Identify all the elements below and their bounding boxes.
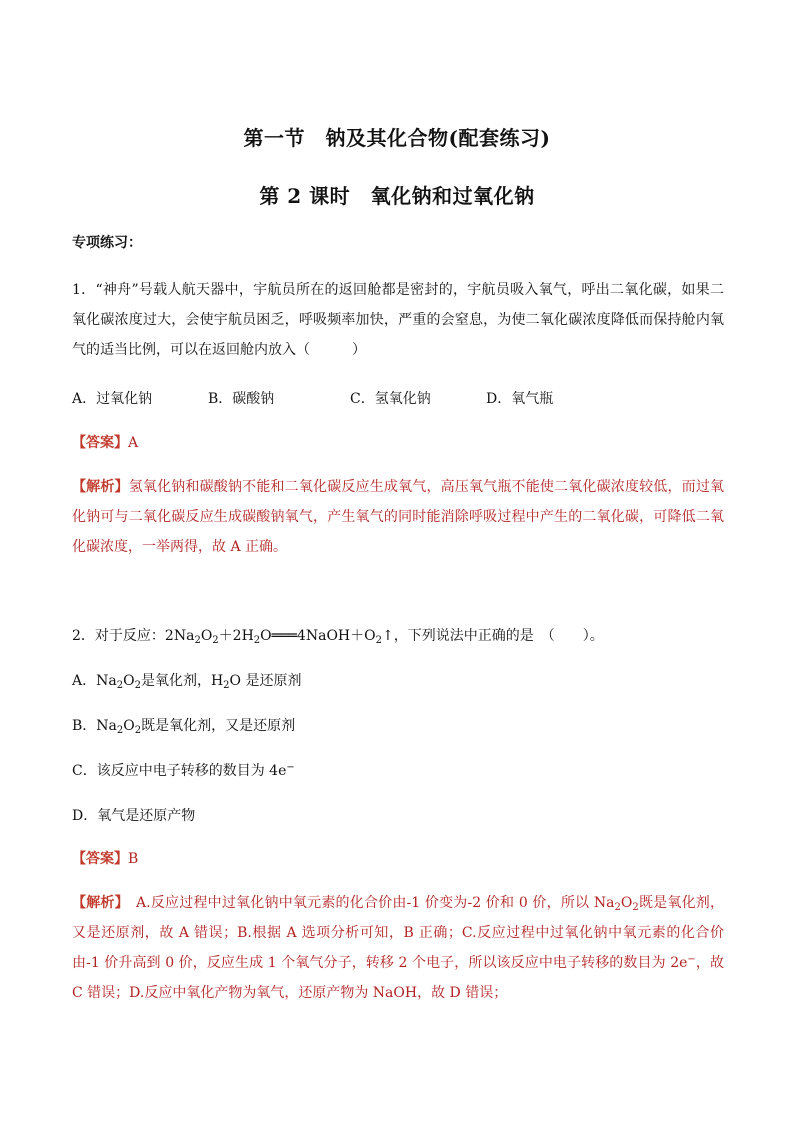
answer-value: A [128, 435, 139, 451]
question-2-option-a: A．$Na_2O_2$是氧化剂，$H_2O$ 是还原剂 [72, 673, 302, 691]
answer-tag: 【答案】 [72, 851, 128, 867]
question-1-option-a: A．过氧化钠 [72, 391, 153, 407]
answer-value: B [128, 851, 139, 867]
answer-tag: 【答案】 [72, 435, 128, 451]
analysis-tag: 【解析】 [72, 479, 129, 495]
question-2-option-b: B．$Na_2O_2$既是氧化剂，又是还原剂 [72, 718, 296, 736]
question-2-analysis: 【解析】 A.反应过程中过氧化钠中氧元素的化合价由-1 价变为-2 价和 0 价，所以 $Na_2O_2$既是氧化剂，又是还原剂，故 A 错误；B.根据 A 选项分析可知，B 正确；C.反应过程中过氧化钠中氧元素的化合价由-1 价升高到 0 价，反应生成 1 个氧气分子，转移 2 个电子，所以该反应中电子转移的数目为 2e−，故 C 错误；D.反应中氧化产物为氧气，还原产物为 NaOH，故 D 错误； [72, 895, 725, 1001]
question-1-analysis [72, 472, 724, 562]
section-label: 专项练习： [72, 235, 142, 251]
question-1-options [72, 388, 553, 408]
lesson-subtitle: 第 2 课时 氧化钠和过氧化钠 [259, 184, 535, 208]
question-1-option-d: D．氧气瓶 [486, 391, 554, 407]
question-1-option-c: C．氢氧化钠 [350, 391, 431, 407]
question-2-answer [72, 848, 138, 868]
question-2-option-d: D．氧气是还原产物 [72, 808, 196, 824]
question-1-answer [72, 432, 138, 452]
question-1-option-b: B．碳酸钠 [208, 391, 275, 407]
question-1-stem: 1．“神舟”号载人航天器中，宇航员所在的返回舱都是密封的，宇航员吸入氧气，呼出二氧化碳，如果二氧化碳浓度过大，会使宇航员困乏，呼吸频率加快，严重的会窒息，为使二氧化碳浓度降低而保持舱内氧气的适当比例，可以在返回舱内放入（ ） [72, 282, 724, 358]
question-2-option-c: C．该反应中电子转移的数目为 4e− [72, 762, 295, 779]
analysis-text: 氢氧化钠和碳酸钠不能和二氧化碳反应生成氧气，高压氧气瓶不能使二氧化碳浓度较低，而过氧化钠可与二氧化碳反应生成碳酸钠氧气，产生氧气的同时能消除呼吸过程中产生的二氧化碳，可降低二氧化碳浓度，一举两得，故 A 正确。 [72, 479, 725, 555]
question-2-stem: 2．对于反应：$2Na_2O_2+2H_2O═══4NaOH+O_2↑$，下列说法中正确的是 （ ）。 [72, 628, 604, 646]
reaction-equation: $2Na_2O_2+2H_2O═══4NaOH+O_2↑$ [164, 628, 394, 646]
analysis-tag: 【解析】 [72, 895, 122, 911]
document-title: 第一节 钠及其化合物(配套练习) [243, 126, 551, 150]
